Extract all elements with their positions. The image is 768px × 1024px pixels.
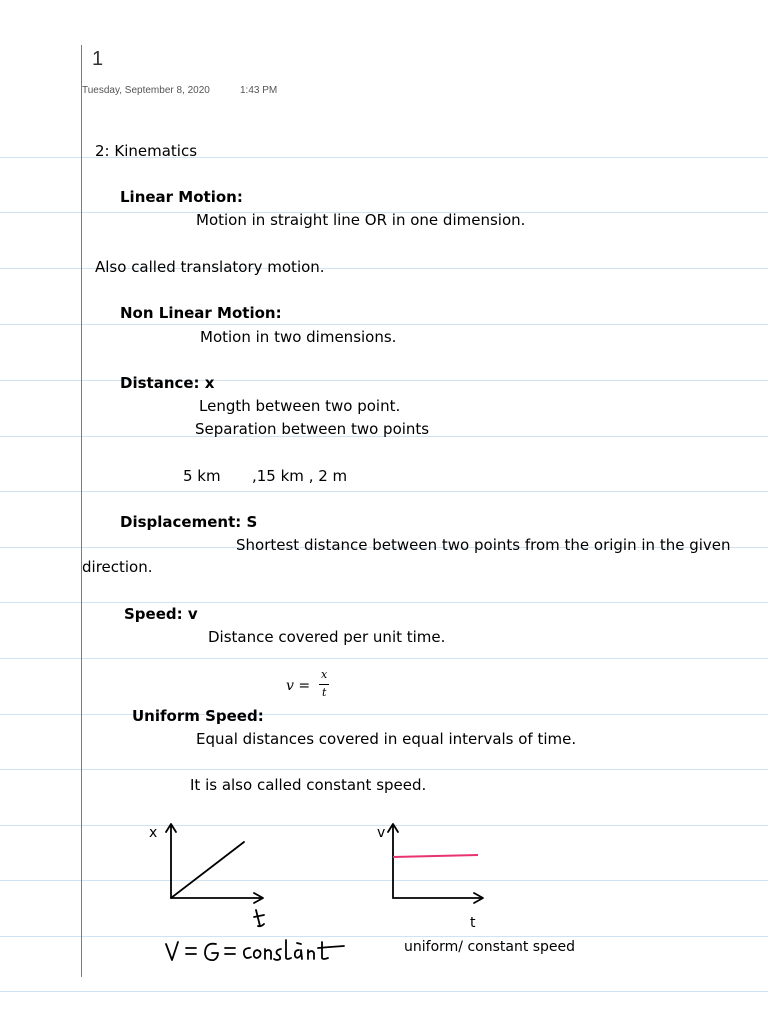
- speed-label: Speed: v: [124, 605, 198, 623]
- uniform-speed-label: Uniform Speed:: [132, 707, 264, 725]
- formula-lhs: v =: [286, 678, 311, 694]
- margin-line: [81, 45, 82, 977]
- graph-left-x-label-handwritten: [254, 910, 264, 926]
- graph-right-y-label: v: [377, 825, 386, 841]
- uniform-speed-also: It is also called constant speed.: [190, 776, 427, 794]
- non-linear-motion-label: Non Linear Motion:: [120, 304, 282, 322]
- linear-motion-definition: Motion in straight line OR in one dimension.: [196, 211, 526, 229]
- distance-line1: Length between two point.: [199, 397, 401, 415]
- graph-right-constant-line: [393, 855, 478, 857]
- section-heading: 2: Kinematics: [95, 142, 198, 160]
- displacement-line2: direction.: [82, 558, 153, 576]
- non-linear-motion-definition: Motion in two dimensions.: [200, 328, 397, 346]
- page-time: 1:43 PM: [240, 85, 278, 96]
- graph-left-line: [171, 842, 244, 898]
- formula-fraction-bar: [319, 684, 329, 685]
- graph-caption: uniform/ constant speed: [404, 939, 576, 955]
- displacement-line1: Shortest distance between two points from the origin in the given: [236, 536, 731, 554]
- graph-left-y-label: x: [149, 825, 158, 841]
- handwritten-formula: [160, 936, 350, 968]
- page-title: 1: [92, 48, 104, 70]
- page-date: Tuesday, September 8, 2020: [82, 85, 210, 96]
- linear-motion-label: Linear Motion:: [120, 188, 243, 206]
- graph-x-vs-t: [150, 815, 280, 930]
- uniform-speed-definition: Equal distances covered in equal intervals of time.: [196, 730, 577, 748]
- distance-example-1: 5 km: [183, 467, 221, 485]
- distance-line2: Separation between two points: [195, 420, 430, 438]
- speed-formula: [286, 668, 346, 708]
- graph-right-x-label: t: [470, 915, 476, 931]
- linear-motion-also: Also called translatory motion.: [95, 258, 325, 276]
- formula-numerator: x: [321, 668, 328, 681]
- speed-definition: Distance covered per unit time.: [208, 628, 446, 646]
- distance-example-2: ,15 km , 2 m: [252, 467, 348, 485]
- formula-denominator: t: [322, 686, 327, 699]
- displacement-label: Displacement: S: [120, 513, 258, 531]
- graph-v-vs-t: [380, 815, 495, 915]
- distance-label: Distance: x: [120, 374, 215, 392]
